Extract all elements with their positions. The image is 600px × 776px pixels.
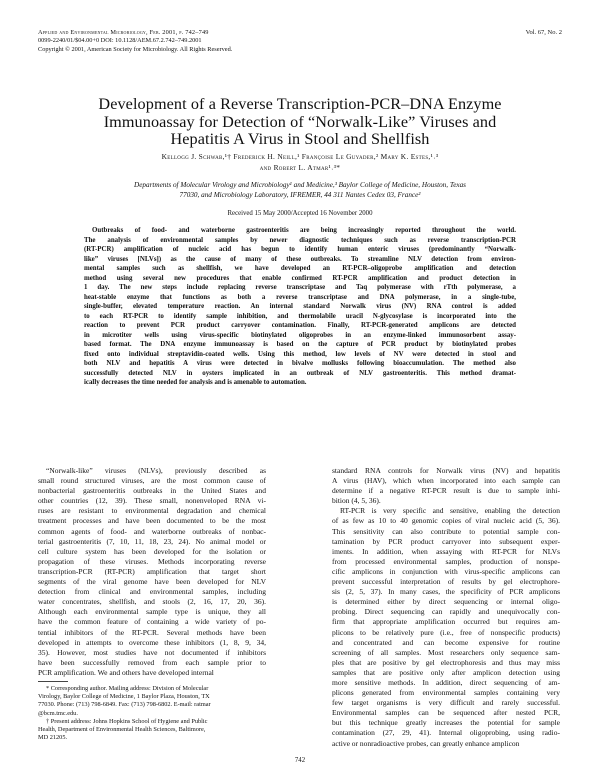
abstract-line: single-buffer, elevated temperature reaction. An internal standard Norwalk virus (NV) RNA control is added	[84, 303, 516, 310]
body-text-line: contamination (27, 29, 41). Internal oligoprobing, using radio-	[332, 728, 560, 738]
body-text-line: PCR amplification. We and others have developed internal	[38, 667, 214, 677]
abstract-line: like” viruses [NLVs]) as the cause of many of these outbreaks. To streamline NLV detection from environ-	[84, 255, 516, 263]
body-text-line: screening of all samples. Most researchers only sequence sam-	[332, 647, 560, 657]
volume-issue: Vol. 67, No. 2	[525, 29, 562, 36]
body-text-line: small round structured viruses, are the most common cause of	[38, 476, 266, 486]
abstract-line: fixed onto individual streptavidin-coated wells. Using this method, low levels of NV were detected in stool and	[84, 350, 516, 358]
abstract-line: in microtiter wells using virus-specific biotinylated oligoprobes in an enzyme-linked immunosorbent assay-	[84, 331, 516, 339]
abstract-line: (RT-PCR) amplification of nucleic acid has begun to identify human enteric viruses (predominantly “Norwalk-	[84, 246, 516, 253]
body-text-line: RT-PCR is very specific and sensitive, enabling the detection	[340, 506, 560, 516]
affiliation-line: 77030, and Microbiology Laboratory, IFREMER, 44 311 Nantes Cedex 03, France²	[179, 191, 421, 200]
abstract-line: mental samples such as shellfish, we have developed an RT-PCR–oligoprobe amplification and detection	[84, 265, 516, 272]
received-dates: Received 15 May 2000/Accepted 16 November 2000	[227, 210, 373, 217]
body-text-line: propagation of these viruses. Methods incorporating reverse	[38, 556, 266, 566]
abstract	[84, 226, 516, 388]
body-text-line: and concentrated and can become expensive for routine	[332, 637, 560, 647]
title-line: Development of a Reverse Transcription-PCR–DNA Enzyme	[98, 95, 502, 113]
body-text-line: firm that appropriate amplification occurred but requires am-	[332, 617, 560, 627]
body-text-line: have the common feature of containing a wide variety of po-	[38, 617, 266, 627]
copyright-line: Copyright © 2001, American Society for Microbiology. All Rights Reserved.	[38, 45, 233, 53]
body-text-line: plicons to be relatively pure (i.e., free of nonspecific products)	[332, 627, 560, 637]
footnote-line: Virology, Baylor College of Medicine, 1 Baylor Plaza, Houston, TX	[38, 693, 210, 701]
body-text-line: plicons generated from environmental samples containing very	[332, 688, 560, 698]
body-text-line: probing. Direct sequencing can rapidly and unequivocally con-	[332, 607, 560, 617]
body-text-line: determine if a negative RT-PCR result is due to sample inhi-	[332, 486, 560, 496]
body-text-line: treatment processes and have been documented to be the most	[38, 516, 266, 526]
body-text-line: common agents of food- and waterborne outbreaks of nonbac-	[38, 526, 266, 536]
footnote-line: MD 21205.	[38, 734, 68, 742]
abstract-line: reaction to prevent PCR product carryover contamination. Finally, RT-PCR-generated amplicons are detected	[84, 322, 516, 329]
author-list	[40, 152, 560, 173]
body-text-line: standard RNA controls for Norwalk virus (NV) and hepatitis	[332, 466, 560, 475]
footnote-line: † Present address: Johns Hopkins School of Hygiene and Public	[46, 717, 208, 725]
article-title	[60, 96, 540, 149]
abstract-line: successfully detected NLV in oysters implicated in an outbreak of NLV gastroenteritis. This method dramat-	[84, 369, 516, 377]
footnote-line: @bcm.tmc.edu.	[38, 709, 78, 717]
body-text-line: from processed environmental samples, production of nonspe-	[332, 556, 560, 566]
body-column-right	[332, 466, 560, 749]
body-text-line: active or nonradioactive probes, can greatly enhance amplicon	[332, 738, 520, 748]
footnote-line: * Corresponding author. Mailing address: Division of Molecular	[46, 685, 209, 692]
body-text-line: cell culture system has been developed for the isolation or	[38, 546, 266, 556]
body-text-line: iments. In addition, when assaying with RT-PCR for NLVs	[332, 546, 560, 556]
abstract-line: ically decreases the time needed for analysis and is amenable to automation.	[84, 379, 307, 386]
body-text-line: cific amplicons in conjunction with virus-specific amplicons can	[332, 566, 560, 576]
body-text-line: ruses are resistant to environmental degradation and chemical	[38, 506, 266, 516]
author-line: Kellogg J. Schwab,¹† Frederick H. Neill,¹ Françoise Le Guyader,² Mary K. Estes,¹˒³	[161, 152, 439, 161]
body-text-line: tamination by PCR product carryover into subsequent exper-	[332, 536, 560, 546]
journal-header	[38, 29, 232, 54]
abstract-line: heat-stable enzyme that functions as both a reverse transcriptase and DNA polymerase, in a single-tube,	[84, 293, 516, 301]
footnote-line: Health, Department of Environmental Health Sciences, Baltimore,	[38, 726, 206, 734]
abstract-line: Outbreaks of food- and waterborne gastroenteritis are being increasingly reported throughout the world.	[92, 227, 516, 234]
body-text-line: prevent successful interpretation of results by gel electrophore-	[332, 577, 560, 587]
body-text-line: have been successfully removed from each sample prior to	[38, 657, 266, 667]
journal-citation: Applied and Environmental Microbiology, Feb. 2001, p. 742–749	[38, 29, 209, 36]
body-text-line: 35). However, most studies have not documented if inhibitors	[38, 647, 266, 657]
footnote-line: 77030. Phone: (713) 798-6849. Fax: (713) 798-6802. E-mail: ratmar	[38, 701, 211, 709]
body-text-line: sis (2, 5, 37). In many cases, the specificity of PCR amplicons	[332, 587, 560, 597]
body-text-line: Environmental samples can be sequenced after nested PCR,	[332, 708, 560, 718]
body-text-line: bition (4, 5, 36).	[332, 496, 381, 506]
body-text-line: This sensitivity can also contribute to potential sample con-	[332, 526, 560, 536]
abstract-line: 1 day. The new steps include replacing reverse transcriptase and Taq polymerase with rTth polymerase, a	[84, 284, 516, 291]
body-text-line: is determined either by direct sequencing or internal oligo-	[332, 597, 560, 607]
body-text-line: tential inhibitors of the RT-PCR. Several methods have been	[38, 627, 266, 637]
doi-line: 0099-2240/01/$04.00+0 DOI: 10.1128/AEM.67.2.742–749.2001	[38, 37, 202, 45]
body-text-line: terial gastroenteritis (7, 10, 11, 18, 23, 24). No animal model or	[38, 536, 266, 546]
title-line: Hepatitis A Virus in Stool and Shellfish	[170, 130, 430, 149]
body-text-line: nonbacterial gastroenteritis outbreaks in the United States and	[38, 486, 266, 496]
body-text-line: more sensitive methods. In addition, direct sequencing of am-	[332, 677, 560, 687]
body-text-line: ples that are positive by gel electrophoresis and thus may miss	[332, 657, 560, 667]
body-text-line: segments of the viral genome have been developed for NLV	[38, 577, 266, 587]
body-text-line: A virus (HAV), which when incorporated into each sample can	[332, 476, 560, 486]
abstract-line: The analysis of environmental samples by newer diagnostic techniques such as reverse transcription-PCR	[84, 236, 516, 244]
body-column-left	[38, 466, 266, 678]
body-text-line: developed in attempts to overcome these inhibitors (1, 8, 9, 34,	[38, 637, 266, 647]
body-text-line: water concentrates, shellfish, and stools (2, 16, 17, 20, 36).	[38, 597, 266, 607]
body-text-line: but this technique greatly increases the potential for sample	[332, 718, 560, 728]
page-number: 742	[294, 757, 306, 764]
abstract-line: both NLV and hepatitis A virus were detected in bivalve mollusks following bioaccumulation. The method also	[84, 360, 516, 367]
author-line: and Robert L. Atmar¹˒³*	[259, 162, 341, 172]
abstract-line: method using several new procedures that enable confirmed RT-PCR amplification and product detection in	[84, 274, 516, 282]
abstract-line: based format. The DNA enzyme immunoassay is based on the capture of PCR product by biotinylated probes	[84, 341, 516, 348]
body-text-line: other countries (12, 39). These small, nonenveloped RNA vi-	[38, 496, 266, 506]
body-text-line: of as few as 10 to 40 genomic copies of viral nucleic acid (5, 36).	[332, 516, 560, 526]
body-text-line: “Norwalk-like” viruses (NLVs), previously described as	[46, 466, 266, 475]
affiliations	[40, 180, 560, 200]
abstract-line: to each RT-PCR to identify sample inhibition, and thermolabile uracil N-glycosylase is incorporated into the	[84, 312, 516, 320]
footnotes	[38, 685, 266, 742]
affiliation-line: Departments of Molecular Virology and Microbiology¹ and Medicine,³ Baylor College of Medicine, Houston, Texas	[134, 181, 466, 189]
body-text-line: detection from clinical and environmental samples, including	[38, 587, 266, 597]
footnote-divider	[38, 681, 68, 682]
body-text-line: samples that are positive only after amplicon detection using	[332, 667, 560, 677]
body-text-line: few target organisms is very difficult and rarely successful.	[332, 698, 560, 708]
title-line: Immunoassay for Detection of “Norwalk-Like” Viruses and	[103, 112, 497, 131]
body-text-line: Although each environmental sample type is unique, they all	[38, 607, 266, 617]
body-text-line: transcription-PCR (RT-PCR) amplification that target short	[38, 566, 266, 576]
